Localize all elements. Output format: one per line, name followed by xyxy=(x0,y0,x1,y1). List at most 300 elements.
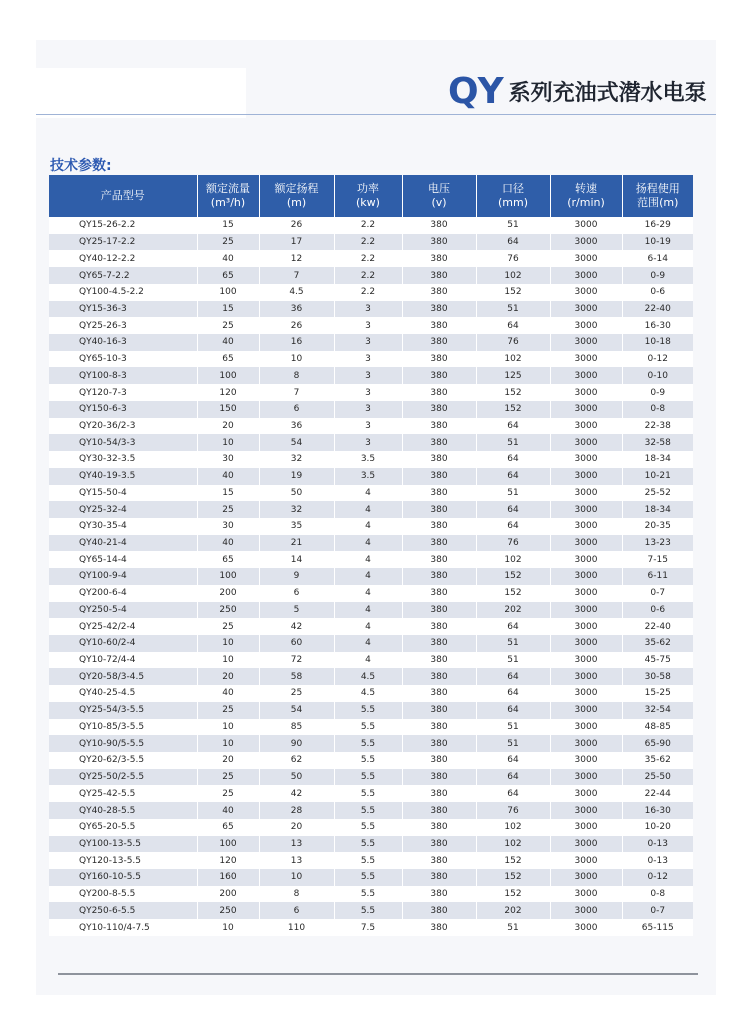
table-cell: 54 xyxy=(259,434,334,451)
table-cell: QY100-13-5.5 xyxy=(49,836,197,853)
table-cell: 4.5 xyxy=(334,685,402,702)
table-cell: 64 xyxy=(476,468,550,485)
table-cell: 152 xyxy=(476,886,550,903)
table-row xyxy=(49,819,693,836)
column-header xyxy=(476,175,550,217)
table-cell: 42 xyxy=(259,785,334,802)
table-row xyxy=(49,585,693,602)
table-cell: 65 xyxy=(197,551,259,568)
table-cell: 102 xyxy=(476,267,550,284)
table-cell: QY65-7-2.2 xyxy=(49,267,197,284)
table-cell: 250 xyxy=(197,602,259,619)
table-cell: 40 xyxy=(197,802,259,819)
table-cell: QY250-5-4 xyxy=(49,602,197,619)
table-cell: 10 xyxy=(197,919,259,936)
table-cell: 3000 xyxy=(550,752,622,769)
table-cell: 26 xyxy=(259,217,334,234)
table-cell: 6 xyxy=(259,902,334,919)
table-cell: 380 xyxy=(402,735,476,752)
table-cell: QY200-8-5.5 xyxy=(49,886,197,903)
table-cell: 152 xyxy=(476,852,550,869)
table-cell: 4 xyxy=(334,635,402,652)
table-cell: 17 xyxy=(259,234,334,251)
table-cell: 40 xyxy=(197,334,259,351)
table-cell: 0-8 xyxy=(622,401,693,418)
table-cell: 51 xyxy=(476,919,550,936)
column-header-unit: (v) xyxy=(431,196,447,209)
table-cell: 25 xyxy=(197,234,259,251)
table-cell: 380 xyxy=(402,234,476,251)
table-cell: 0-9 xyxy=(622,384,693,401)
footer-divider xyxy=(58,973,698,975)
table-cell: 40 xyxy=(197,535,259,552)
table-cell: 5.5 xyxy=(334,702,402,719)
table-cell: 152 xyxy=(476,568,550,585)
table-cell: 6-11 xyxy=(622,568,693,585)
table-cell: 4.5 xyxy=(334,668,402,685)
table-cell: 30 xyxy=(197,518,259,535)
table-cell: 72 xyxy=(259,652,334,669)
table-cell: 3000 xyxy=(550,802,622,819)
table-row xyxy=(49,618,693,635)
table-cell: 22-40 xyxy=(622,301,693,318)
table-cell: 380 xyxy=(402,836,476,853)
table-row xyxy=(49,518,693,535)
column-header xyxy=(550,175,622,217)
table-cell: 2.2 xyxy=(334,234,402,251)
table-cell: QY10-60/2-4 xyxy=(49,635,197,652)
table-cell: 380 xyxy=(402,819,476,836)
table-cell: 3000 xyxy=(550,819,622,836)
table-cell: 10-18 xyxy=(622,334,693,351)
table-cell: 110 xyxy=(259,919,334,936)
table-cell: 380 xyxy=(402,719,476,736)
table-cell: 28 xyxy=(259,802,334,819)
table-cell: 6 xyxy=(259,401,334,418)
table-cell: 13 xyxy=(259,852,334,869)
table-cell: QY250-6-5.5 xyxy=(49,902,197,919)
table-cell: 3000 xyxy=(550,284,622,301)
table-cell: 22-38 xyxy=(622,418,693,435)
table-cell: 4.5 xyxy=(259,284,334,301)
table-cell: 380 xyxy=(402,585,476,602)
table-cell: 3000 xyxy=(550,518,622,535)
table-cell: 64 xyxy=(476,501,550,518)
table-cell: 5 xyxy=(259,602,334,619)
table-cell: 380 xyxy=(402,501,476,518)
table-row xyxy=(49,535,693,552)
table-cell: 102 xyxy=(476,551,550,568)
table-cell: 250 xyxy=(197,902,259,919)
table-cell: 3000 xyxy=(550,585,622,602)
table-cell: 76 xyxy=(476,334,550,351)
table-cell: QY25-17-2.2 xyxy=(49,234,197,251)
table-cell: 54 xyxy=(259,702,334,719)
table-cell: 64 xyxy=(476,518,550,535)
table-cell: 40 xyxy=(197,250,259,267)
table-cell: 13 xyxy=(259,836,334,853)
table-cell: 3000 xyxy=(550,267,622,284)
table-cell: 32 xyxy=(259,451,334,468)
table-cell: 3000 xyxy=(550,735,622,752)
table-cell: 48-85 xyxy=(622,719,693,736)
table-row xyxy=(49,719,693,736)
table-cell: 10 xyxy=(259,869,334,886)
table-cell: 3000 xyxy=(550,535,622,552)
table-cell: 51 xyxy=(476,217,550,234)
table-cell: 4 xyxy=(334,551,402,568)
table-row xyxy=(49,735,693,752)
table-cell: 30 xyxy=(197,451,259,468)
table-cell: 3000 xyxy=(550,234,622,251)
table-cell: QY10-72/4-4 xyxy=(49,652,197,669)
table-cell: 380 xyxy=(402,618,476,635)
table-cell: QY10-85/3-5.5 xyxy=(49,719,197,736)
table-cell: 40 xyxy=(197,468,259,485)
table-cell: QY100-8-3 xyxy=(49,367,197,384)
table-cell: 10 xyxy=(197,652,259,669)
table-cell: 3000 xyxy=(550,635,622,652)
column-header xyxy=(259,175,334,217)
table-cell: 16-30 xyxy=(622,802,693,819)
table-cell: 2.2 xyxy=(334,250,402,267)
table-row xyxy=(49,886,693,903)
table-cell: 42 xyxy=(259,618,334,635)
table-cell: 5.5 xyxy=(334,785,402,802)
table-cell: 25 xyxy=(197,785,259,802)
table-cell: 3000 xyxy=(550,568,622,585)
table-cell: 3000 xyxy=(550,418,622,435)
table-cell: 380 xyxy=(402,535,476,552)
table-cell: 152 xyxy=(476,284,550,301)
table-cell: 0-6 xyxy=(622,602,693,619)
table-cell: QY30-32-3.5 xyxy=(49,451,197,468)
table-cell: 64 xyxy=(476,752,550,769)
table-cell: 3000 xyxy=(550,902,622,919)
table-cell: 51 xyxy=(476,635,550,652)
table-cell: QY20-58/3-4.5 xyxy=(49,668,197,685)
table-cell: QY40-12-2.2 xyxy=(49,250,197,267)
table-cell: 0-13 xyxy=(622,836,693,853)
table-row xyxy=(49,852,693,869)
table-cell: 3000 xyxy=(550,217,622,234)
table-cell: QY25-32-4 xyxy=(49,501,197,518)
table-row xyxy=(49,568,693,585)
table-cell: QY15-26-2.2 xyxy=(49,217,197,234)
table-cell: 5.5 xyxy=(334,752,402,769)
column-header-label: 产品型号 xyxy=(100,189,145,202)
table-cell: 380 xyxy=(402,568,476,585)
table-cell: 4 xyxy=(334,485,402,502)
table-cell: 7-15 xyxy=(622,551,693,568)
table-cell: QY40-25-4.5 xyxy=(49,685,197,702)
table-row xyxy=(49,668,693,685)
table-cell: 380 xyxy=(402,434,476,451)
column-header-label: 额定扬程 xyxy=(274,182,319,195)
table-cell: QY120-13-5.5 xyxy=(49,852,197,869)
column-header xyxy=(197,175,259,217)
table-row xyxy=(49,869,693,886)
table-cell: 6 xyxy=(259,585,334,602)
table-cell: 25 xyxy=(197,501,259,518)
table-cell: 51 xyxy=(476,735,550,752)
table-header xyxy=(49,175,693,217)
table-cell: 76 xyxy=(476,802,550,819)
table-cell: 22-40 xyxy=(622,618,693,635)
table-cell: 6-14 xyxy=(622,250,693,267)
table-cell: 160 xyxy=(197,869,259,886)
table-body xyxy=(49,217,693,936)
table-cell: 64 xyxy=(476,769,550,786)
table-cell: 4 xyxy=(334,535,402,552)
table-cell: QY20-62/3-5.5 xyxy=(49,752,197,769)
column-header-label: 功率 xyxy=(357,182,379,195)
table-cell: 65 xyxy=(197,267,259,284)
table-cell: 32 xyxy=(259,501,334,518)
table-cell: QY65-20-5.5 xyxy=(49,819,197,836)
table-row xyxy=(49,769,693,786)
table-cell: 3000 xyxy=(550,434,622,451)
table-cell: 64 xyxy=(476,685,550,702)
table-cell: 3 xyxy=(334,317,402,334)
table-cell: 21 xyxy=(259,535,334,552)
table-cell: 26 xyxy=(259,317,334,334)
table-cell: 380 xyxy=(402,518,476,535)
table-cell: 32-54 xyxy=(622,702,693,719)
table-cell: 45-75 xyxy=(622,652,693,669)
table-cell: 3000 xyxy=(550,301,622,318)
column-header xyxy=(402,175,476,217)
table-cell: 76 xyxy=(476,250,550,267)
table-cell: 20 xyxy=(197,418,259,435)
table-cell: QY15-50-4 xyxy=(49,485,197,502)
table-cell: QY25-26-3 xyxy=(49,317,197,334)
table-cell: 125 xyxy=(476,367,550,384)
table-cell: 8 xyxy=(259,886,334,903)
table-cell: 3000 xyxy=(550,668,622,685)
table-cell: 7 xyxy=(259,267,334,284)
table-cell: 35-62 xyxy=(622,635,693,652)
table-cell: 380 xyxy=(402,451,476,468)
table-row xyxy=(49,267,693,284)
table-cell: 3 xyxy=(334,351,402,368)
table-row xyxy=(49,351,693,368)
table-cell: 12 xyxy=(259,250,334,267)
table-cell: 30-58 xyxy=(622,668,693,685)
table-row xyxy=(49,401,693,418)
table-cell: 152 xyxy=(476,384,550,401)
table-cell: QY25-54/3-5.5 xyxy=(49,702,197,719)
table-row xyxy=(49,635,693,652)
table-cell: 35 xyxy=(259,518,334,535)
column-header xyxy=(334,175,402,217)
table-cell: 380 xyxy=(402,301,476,318)
column-header-unit: (m³/h) xyxy=(210,196,246,209)
column-header-unit: (mm) xyxy=(497,196,528,209)
table-cell: 380 xyxy=(402,317,476,334)
table-cell: 10 xyxy=(197,635,259,652)
table-cell: 40 xyxy=(197,685,259,702)
column-header-label: 口径 xyxy=(502,182,524,195)
header-row xyxy=(49,175,693,217)
table-cell: 15 xyxy=(197,217,259,234)
column-header-label: 扬程使用 xyxy=(635,182,680,195)
table-cell: 25 xyxy=(197,769,259,786)
table-cell: 65-90 xyxy=(622,735,693,752)
table-cell: 100 xyxy=(197,284,259,301)
table-cell: 102 xyxy=(476,836,550,853)
table-cell: 3 xyxy=(334,301,402,318)
table-cell: QY100-9-4 xyxy=(49,568,197,585)
table-cell: 380 xyxy=(402,217,476,234)
table-cell: 3000 xyxy=(550,485,622,502)
table-cell: 32-58 xyxy=(622,434,693,451)
table-cell: 65-115 xyxy=(622,919,693,936)
table-cell: 380 xyxy=(402,401,476,418)
table-cell: 3000 xyxy=(550,852,622,869)
table-cell: 3000 xyxy=(550,250,622,267)
table-cell: 64 xyxy=(476,234,550,251)
table-cell: 380 xyxy=(402,367,476,384)
table-cell: 51 xyxy=(476,485,550,502)
table-cell: 20 xyxy=(259,819,334,836)
table-cell: 9 xyxy=(259,568,334,585)
table-cell: 120 xyxy=(197,384,259,401)
table-cell: 64 xyxy=(476,618,550,635)
table-cell: 14 xyxy=(259,551,334,568)
table-cell: 0-7 xyxy=(622,902,693,919)
table-cell: 380 xyxy=(402,785,476,802)
table-cell: 380 xyxy=(402,652,476,669)
spec-table xyxy=(49,175,693,936)
table-cell: 3000 xyxy=(550,869,622,886)
table-row xyxy=(49,902,693,919)
table-row xyxy=(49,234,693,251)
table-cell: 51 xyxy=(476,434,550,451)
table-cell: 3000 xyxy=(550,785,622,802)
table-row xyxy=(49,501,693,518)
title-brand: QY xyxy=(448,70,503,112)
table-cell: 0-13 xyxy=(622,852,693,869)
table-cell: 3000 xyxy=(550,719,622,736)
table-cell: 3.5 xyxy=(334,451,402,468)
table-cell: QY100-4.5-2.2 xyxy=(49,284,197,301)
table-cell: 85 xyxy=(259,719,334,736)
table-cell: 150 xyxy=(197,401,259,418)
table-cell: 5.5 xyxy=(334,769,402,786)
table-cell: 7.5 xyxy=(334,919,402,936)
table-cell: 15-25 xyxy=(622,685,693,702)
table-cell: 0-9 xyxy=(622,267,693,284)
table-cell: QY40-21-4 xyxy=(49,535,197,552)
table-cell: 5.5 xyxy=(334,852,402,869)
table-row xyxy=(49,334,693,351)
table-cell: 3000 xyxy=(550,334,622,351)
title-text: 系列充油式潜水电泵 xyxy=(508,80,707,106)
table-cell: 5.5 xyxy=(334,719,402,736)
table-cell: 3000 xyxy=(550,451,622,468)
table-cell: 152 xyxy=(476,585,550,602)
table-cell: 4 xyxy=(334,501,402,518)
table-cell: 380 xyxy=(402,250,476,267)
table-cell: 380 xyxy=(402,902,476,919)
table-cell: 200 xyxy=(197,886,259,903)
table-cell: 102 xyxy=(476,819,550,836)
table-cell: 152 xyxy=(476,401,550,418)
table-cell: 5.5 xyxy=(334,836,402,853)
table-cell: 3000 xyxy=(550,317,622,334)
table-cell: 20 xyxy=(197,752,259,769)
table-cell: 10 xyxy=(197,434,259,451)
table-cell: 16-29 xyxy=(622,217,693,234)
table-cell: 51 xyxy=(476,719,550,736)
table-cell: 5.5 xyxy=(334,802,402,819)
page-title xyxy=(448,66,707,116)
table-cell: 2.2 xyxy=(334,217,402,234)
table-cell: 36 xyxy=(259,418,334,435)
header-divider xyxy=(36,114,716,115)
table-cell: 120 xyxy=(197,852,259,869)
table-cell: 20 xyxy=(197,668,259,685)
table-cell: 3 xyxy=(334,401,402,418)
table-cell: QY15-36-3 xyxy=(49,301,197,318)
table-cell: 5.5 xyxy=(334,735,402,752)
header-blank-panel xyxy=(36,68,246,118)
table-cell: 380 xyxy=(402,802,476,819)
table-cell: 10 xyxy=(197,719,259,736)
table-cell: 380 xyxy=(402,635,476,652)
table-cell: 4 xyxy=(334,518,402,535)
table-cell: 3000 xyxy=(550,351,622,368)
table-cell: 3000 xyxy=(550,401,622,418)
table-cell: 3000 xyxy=(550,468,622,485)
table-row xyxy=(49,301,693,318)
table-cell: 100 xyxy=(197,568,259,585)
table-cell: 5.5 xyxy=(334,902,402,919)
table-cell: 25-50 xyxy=(622,769,693,786)
table-cell: 13-23 xyxy=(622,535,693,552)
table-cell: 10-21 xyxy=(622,468,693,485)
column-header-unit: (r/min) xyxy=(567,196,605,209)
table-cell: QY20-36/2-3 xyxy=(49,418,197,435)
table-row xyxy=(49,217,693,234)
spec-table-wrapper xyxy=(49,175,693,936)
table-cell: QY150-6-3 xyxy=(49,401,197,418)
column-header xyxy=(622,175,693,217)
column-header-unit: (kw) xyxy=(356,196,380,209)
table-cell: 90 xyxy=(259,735,334,752)
table-cell: 100 xyxy=(197,836,259,853)
table-cell: 380 xyxy=(402,668,476,685)
table-cell: 3 xyxy=(334,384,402,401)
table-cell: 51 xyxy=(476,652,550,669)
table-cell: 380 xyxy=(402,752,476,769)
column-header-label: 额定流量 xyxy=(206,182,250,195)
table-cell: 4 xyxy=(334,618,402,635)
table-cell: QY30-35-4 xyxy=(49,518,197,535)
table-cell: 4 xyxy=(334,585,402,602)
table-row xyxy=(49,652,693,669)
table-row xyxy=(49,919,693,936)
table-cell: 16-30 xyxy=(622,317,693,334)
column-header xyxy=(49,175,197,217)
table-cell: 152 xyxy=(476,869,550,886)
table-cell: 25 xyxy=(259,685,334,702)
table-cell: 62 xyxy=(259,752,334,769)
table-cell: QY10-54/3-3 xyxy=(49,434,197,451)
table-cell: QY25-42-5.5 xyxy=(49,785,197,802)
table-cell: 380 xyxy=(402,485,476,502)
